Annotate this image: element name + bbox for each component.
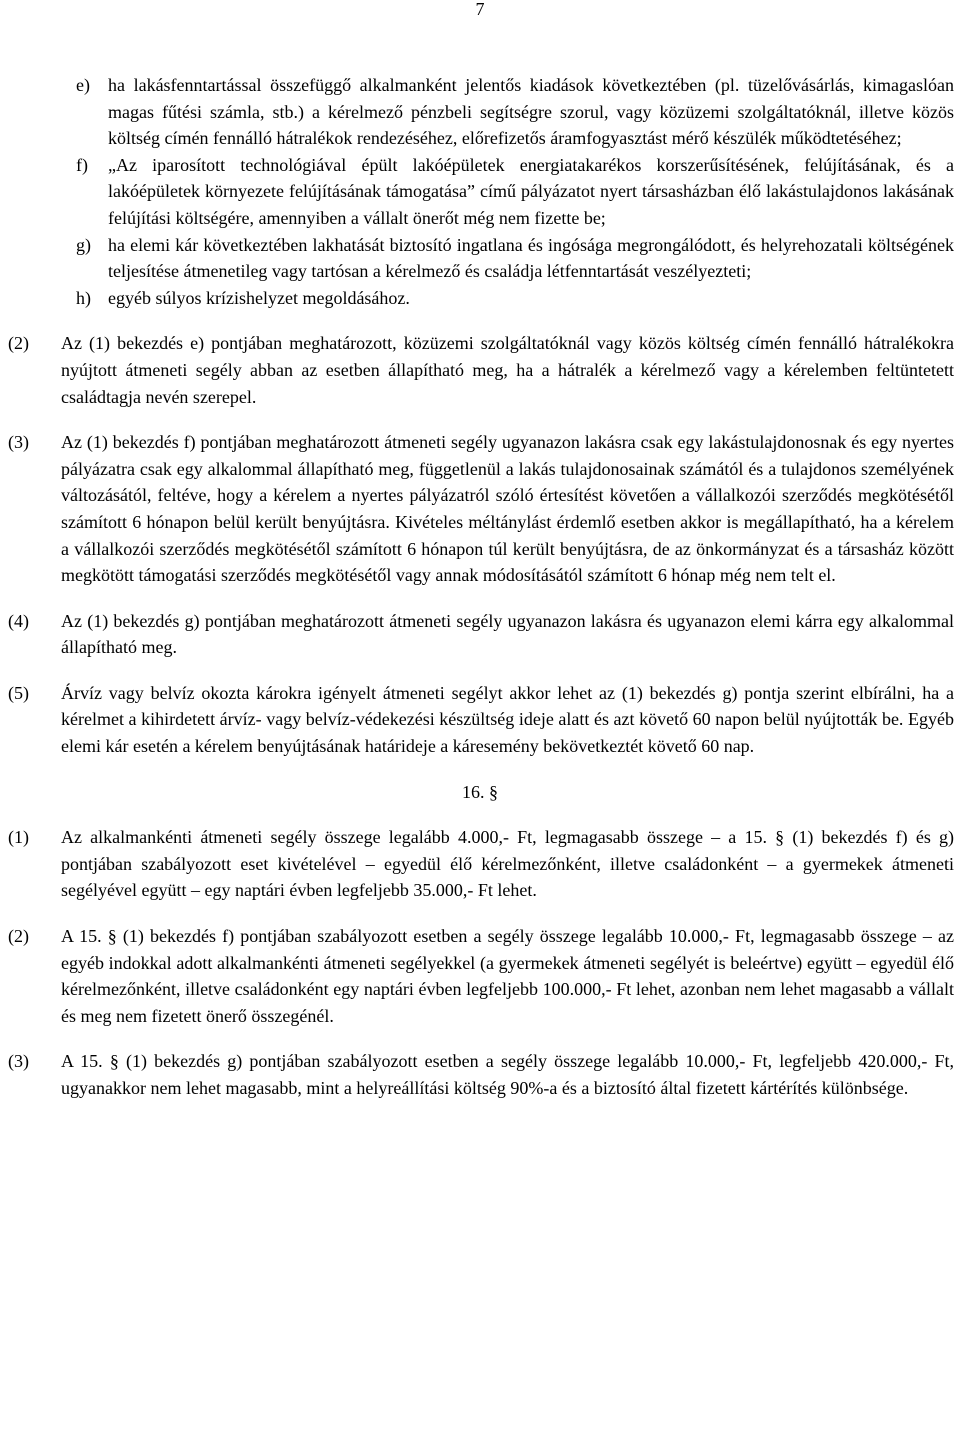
list-item-text: „Az iparosított technológiával épült lakóépületek energiatakarékos korszerűsítésének, felújításának, és a lakóépületek környezete felújításának támogatása” című pályázatot nyert társasházban élő lakástulajdonos lakásának felújítási költségére, amennyiben a vállalt önerőt még nem fizette be;: [108, 154, 954, 228]
paragraph-number: (1): [8, 827, 29, 848]
paragraph-number: (5): [8, 682, 29, 703]
section-16-paragraph-3: [0, 1048, 960, 1101]
paragraph-number: (3): [8, 432, 29, 453]
paragraph-3: [0, 429, 960, 589]
list-item-letter: h): [76, 287, 91, 308]
list-item-letter: g): [76, 234, 91, 255]
list-item-f: [0, 152, 960, 232]
list-item-letter: e): [76, 75, 90, 95]
section-16-paragraph-2: [0, 923, 960, 1029]
paragraph-text: Árvíz vagy belvíz okozta károkra igényelt átmeneti segélyt akkor lehet az (1) bekezdés g) pontja szerint elbírálni, ha a kérelmet a kihirdetett árvíz- vagy belvíz-védekezési készültség ideje alatt és azt követő 60 napon belül nyújtották be. Egyéb elemi kár esetén a kérelem benyújtásának határideje a káresemény bekövetkeztét követő 60 nap.: [61, 682, 954, 757]
paragraph-5: [0, 680, 960, 760]
paragraph-text: A 15. § (1) bekezdés g) pontjában szabályozott esetben a segély összege legalább 10.000,- Ft, legfeljebb 420.000,- Ft, ugyanakkor nem lehet magasabb, mint a helyreállítási költség 90%-a és a biztosító által fizetett kártérítés különbsége.: [61, 1051, 954, 1098]
paragraph-text: Az (1) bekezdés e) pontjában meghatározott, közüzemi szolgáltatóknál vagy közös költség címén fennálló hátralékokra nyújtott átmeneti segély abban az esetben állapítható meg, ha a hátralék a kérelmező vagy a kérelemben feltüntetett családtagja nevén szerepel.: [61, 333, 954, 407]
paragraph-2: [0, 330, 960, 410]
section-heading: 16. §: [462, 781, 498, 802]
paragraph-number: (3): [8, 1051, 29, 1072]
list-item-text: ha elemi kár következtében lakhatását biztosító ingatlana és ingósága megrongálódott, és helyrehozatali költségének teljesítése átmenetileg vagy tartósan a kérelmező és családja létfenntartását veszélyezteti;: [108, 234, 954, 282]
list-item-letter: f): [76, 154, 88, 175]
list-item-g: [0, 232, 960, 285]
section-16-paragraph-1: [0, 824, 960, 904]
list-item-e: [0, 72, 960, 152]
paragraph-number: (2): [8, 333, 29, 354]
list-item-h: [0, 285, 960, 312]
paragraph-4: [0, 608, 960, 661]
paragraph-number: (4): [8, 610, 29, 631]
paragraph-text: Az (1) bekezdés f) pontjában meghatározott átmeneti segély ugyanazon lakásra csak egy lakástulajdonosnak és egy nyertes pályázatra csak egy alkalommal állapítható meg, függetlenül a lakás tulajdonosainak számától és a tulajdonos személyének változásától, feltéve, hogy a kérelem a nyertes pályázatról szóló értesítést követően a vállalkozói szerződés megkötésétől számított 6 hónapon belül került benyújtásra. Kivételes méltánylást érdemlő esetben akkor is megállapítható, ha a kérelem a vállalkozói szerződés megkötésétől számított 6 hónapon túl került benyújtásra, de az önkormányzat és a társasház között megkötött támogatási szerződés megkötésétől vagy annak módosításától számított 6 hónap még nem telt el.: [61, 432, 954, 586]
paragraph-text: A 15. § (1) bekezdés f) pontjában szabályozott esetben a segély összege legalább 10.000,- Ft, legmagasabb összege – az egyéb indokkal adott alkalmankénti átmeneti segélyekkel (a gyermekek átmeneti segélyét is beleértve) együtt – egyedül élő kérelmezőnként, illetve családonként egy naptári évben legfeljebb 100.000,- Ft lehet, azonban nem lehet magasabb a vállalt és meg nem fizetett önerő összegénél.: [61, 926, 954, 1026]
list-item-text: ha lakásfenntartással összefüggő alkalmanként jelentős kiadások következtében (pl. tüzelővásárlás, kimagaslóan magas fűtési számla, stb.) a kérelmező pénzbeli segítségre szorul, vagy közüzemi szolgáltatóknál, illetve közös költség címén fennálló hátralékok rendezéséhez, előrefizetős áramfogyasztást mérő készülék működtetéséhez;: [108, 75, 954, 149]
list-item-text: egyéb súlyos krízishelyzet megoldásához.: [108, 287, 410, 308]
page-number: 7: [475, 0, 485, 19]
document-body: [0, 72, 960, 1102]
paragraph-text: Az alkalmankénti átmeneti segély összege legalább 4.000,- Ft, legmagasabb összege – a 15. § (1) bekezdés f) és g) pontjában szabályozott eset kivételével – egyedül élő kérelmezőnként, illetve családonként – a gyermekek átmeneti segélyével együtt – egy naptári évben legfeljebb 35.000,- Ft lehet.: [61, 827, 954, 901]
paragraph-number: (2): [8, 926, 29, 947]
paragraph-text: Az (1) bekezdés g) pontjában meghatározott átmeneti segély ugyanazon lakásra és ugyanazon elemi kárra egy alkalommal állapítható meg.: [61, 610, 954, 658]
